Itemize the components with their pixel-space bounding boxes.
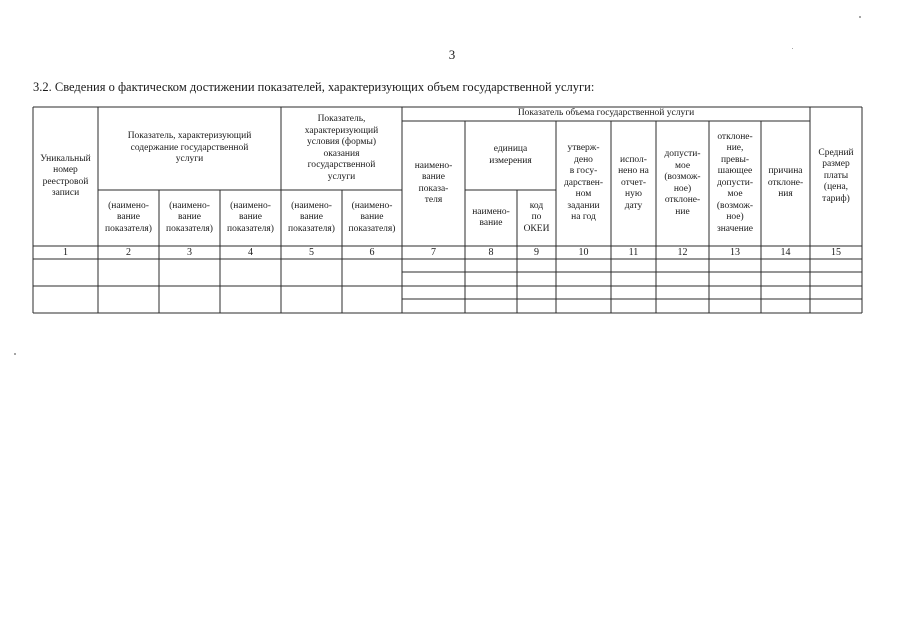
col-number-6: 6 <box>369 247 375 258</box>
header-allowed-deviation: допусти- мое (возмож- ное) отклоне- ние <box>664 149 701 217</box>
subheader-conditions-name-1: (наимено- вание показателя) <box>288 200 335 234</box>
col-number-11: 11 <box>628 247 639 258</box>
section-heading: 3.2. Сведения о фактическом достижении показателей, характеризующих объем государственной услуги: <box>33 80 595 94</box>
col-number-15: 15 <box>831 247 841 258</box>
header-unique-number: Уникальный номер реестровой записи <box>40 153 91 198</box>
col-number-13: 13 <box>730 247 740 258</box>
col-number-14: 14 <box>780 247 791 258</box>
header-okei-code: код по ОКЕИ <box>523 200 550 234</box>
header-volume-indicator: Показатель объема государственной услуги <box>517 108 695 119</box>
col-number-3: 3 <box>187 247 192 258</box>
col-number-5: 5 <box>309 247 314 258</box>
header-executed: испол- нено на отчет- ную дату <box>618 154 649 211</box>
subheader-conditions-name-2: (наимено- вание показателя) <box>348 200 396 234</box>
scan-speck <box>792 48 793 49</box>
col-number-9: 9 <box>534 247 539 258</box>
header-average-fee: Средний размер платы (цена, тариф) <box>818 147 854 204</box>
header-unit-name: наимено- вание <box>472 206 510 228</box>
subheader-content-name-2: (наимено- вание показателя) <box>166 200 213 234</box>
header-content-indicator: Показатель, характеризующий содержание государственной услуги <box>127 131 252 165</box>
header-excess-deviation: отклоне- ние, превы- шающее допусти- мое (возмож- ное) значение <box>716 131 754 234</box>
header-conditions-indicator: Показатель, характеризующий условия (формы) оказания государственной услуги <box>304 114 379 182</box>
header-approved: утверж- дено в госу- дарствен- ном задании на год <box>563 143 604 223</box>
col-number-2: 2 <box>126 247 131 258</box>
col-number-1: 1 <box>63 247 68 258</box>
col-number-12: 12 <box>677 247 688 258</box>
header-unit-of-measure: единица измерения <box>489 144 532 166</box>
header-deviation-reason: причина отклоне- ния <box>767 166 804 200</box>
col-number-4: 4 <box>248 247 253 258</box>
scan-speck <box>14 353 16 355</box>
subheader-content-name-1: (наимено- вание показателя) <box>105 200 152 234</box>
page-number: 3 <box>448 47 456 62</box>
col-number-10: 10 <box>578 247 589 258</box>
scan-speck <box>859 16 861 18</box>
subheader-content-name-3: (наимено- вание показателя) <box>227 200 274 234</box>
header-indicator-name: наимено- вание показа- теля <box>414 160 453 205</box>
col-number-7: 7 <box>431 247 436 258</box>
col-number-8: 8 <box>488 247 494 258</box>
